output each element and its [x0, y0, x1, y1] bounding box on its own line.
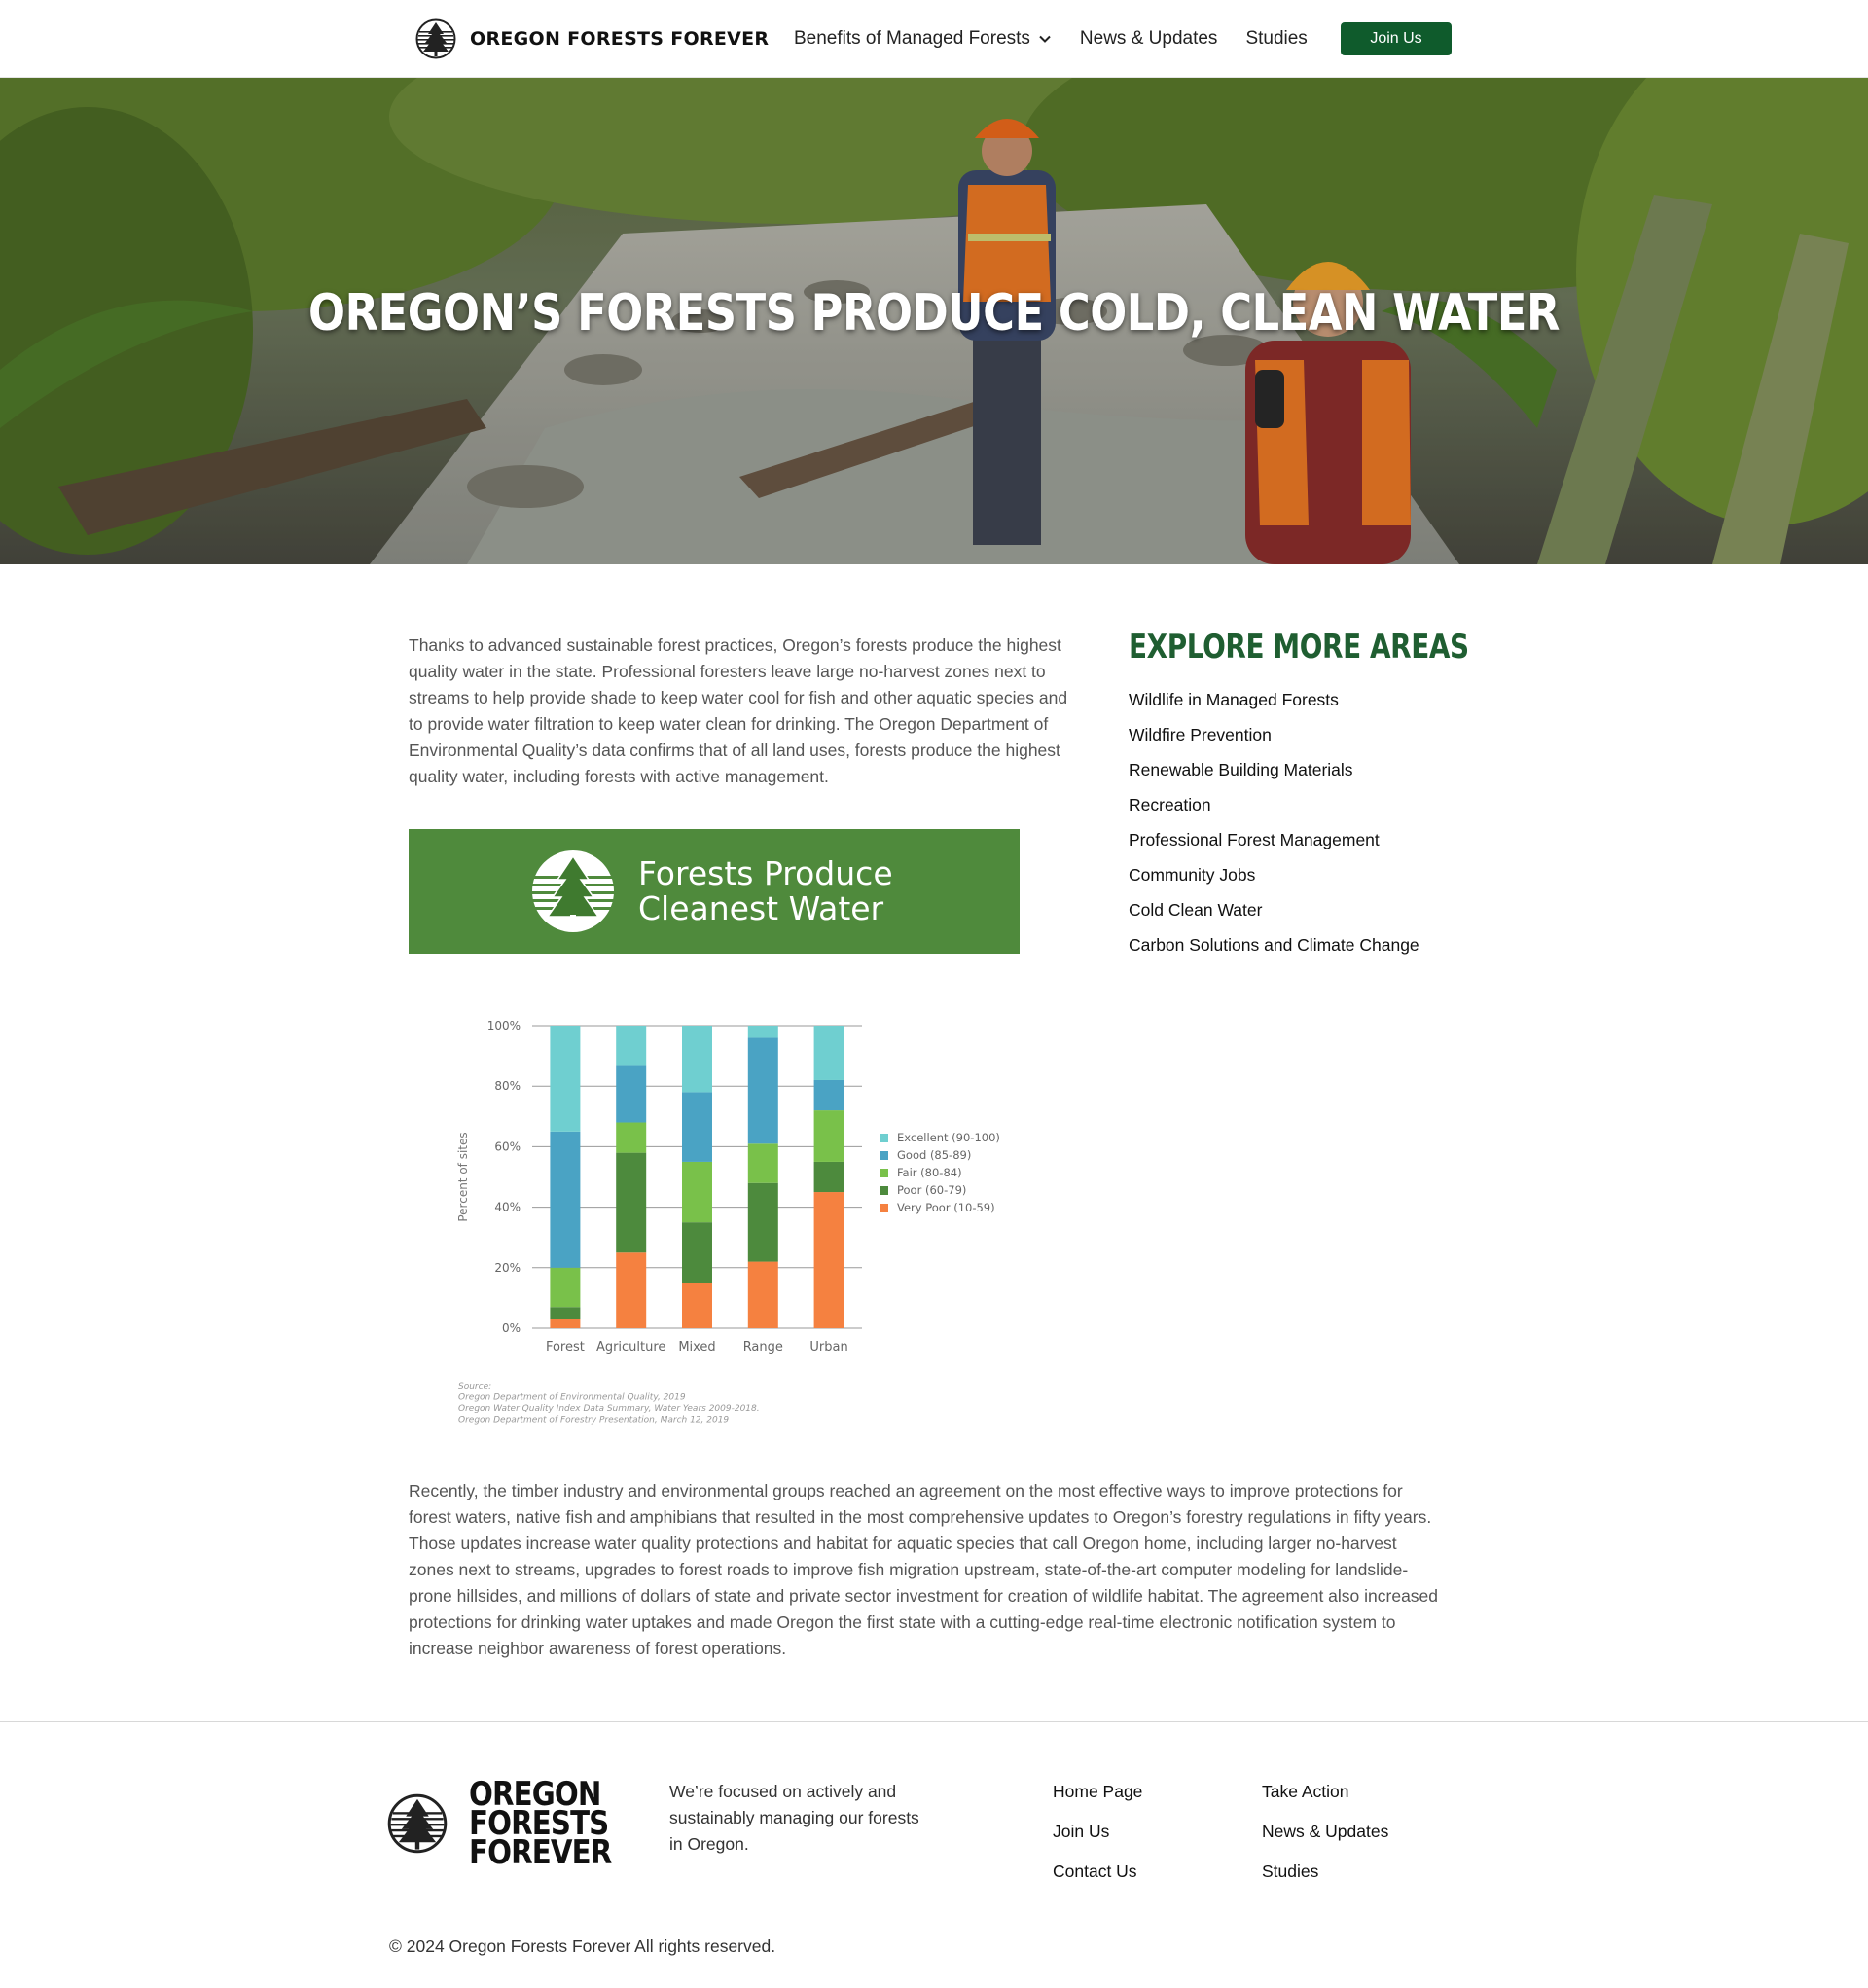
- chart-bar-segment: [616, 1026, 646, 1065]
- hero-banner: [0, 78, 1868, 564]
- chart-y-tick-label: 20%: [494, 1260, 521, 1275]
- chart-x-tick-label: Mixed: [678, 1340, 716, 1355]
- site-logo-link[interactable]: [415, 18, 769, 60]
- chart-x-tick-label: Forest: [545, 1340, 585, 1355]
- footer-nav-col-2: [1262, 1779, 1456, 1898]
- chart-legend-swatch: [880, 1204, 888, 1212]
- footer-link-join-us[interactable]: Join Us: [1053, 1822, 1110, 1841]
- water-quality-chart: [409, 1002, 1070, 1430]
- chart-bar-segment: [550, 1026, 580, 1132]
- chart-x-tick-label: Range: [742, 1340, 783, 1355]
- chart-bar-segment: [814, 1110, 844, 1162]
- footer-link-studies[interactable]: Studies: [1262, 1861, 1319, 1881]
- site-header: [0, 0, 1868, 78]
- footer-copyright: © 2024 Oregon Forests Forever All rights reserved.: [389, 1936, 776, 1956]
- chart-legend-label: Very Poor (10-59): [897, 1201, 995, 1214]
- main-nav: [794, 19, 1308, 58]
- chart-legend-swatch: [880, 1134, 888, 1142]
- sidebar-link-wildlife[interactable]: Wildlife in Managed Forests: [1129, 690, 1339, 709]
- sidebar-link-renewable-building[interactable]: Renewable Building Materials: [1129, 760, 1353, 779]
- chart-x-tick-label: Urban: [809, 1340, 848, 1355]
- chart-bar-segment: [682, 1026, 712, 1092]
- water-quality-chart-svg: [409, 1002, 1070, 1430]
- chart-bar-segment: [550, 1268, 580, 1307]
- chart-bar-segment: [814, 1162, 844, 1192]
- join-us-button[interactable]: Join Us: [1341, 22, 1452, 55]
- nav-studies[interactable]: Studies: [1245, 28, 1308, 49]
- sidebar-link-forest-management[interactable]: Professional Forest Management: [1129, 830, 1380, 849]
- chart-bar-segment: [682, 1092, 712, 1162]
- chart-y-tick-label: 100%: [486, 1019, 521, 1032]
- chart-y-axis-label: Percent of sites: [456, 1132, 470, 1222]
- chart-bar-segment: [550, 1132, 580, 1268]
- sidebar-link-wildfire-prevention[interactable]: Wildfire Prevention: [1129, 725, 1272, 744]
- chart-bar-segment: [748, 1183, 778, 1262]
- footer-about: We’re focused on actively and sustainably managing our forests in Oregon.: [669, 1782, 919, 1854]
- banner-heading: [638, 856, 893, 926]
- nav-news-updates[interactable]: News & Updates: [1079, 28, 1218, 49]
- chart-bar-segment: [616, 1065, 646, 1122]
- chart-bar-segment: [814, 1080, 844, 1110]
- chevron-down-icon: [1038, 32, 1052, 46]
- footer-logo-text: [469, 1775, 612, 1872]
- sidebar-link-carbon-solutions[interactable]: Carbon Solutions and Climate Change: [1129, 935, 1419, 955]
- chart-y-tick-label: 60%: [494, 1139, 521, 1154]
- chart-bar-segment: [814, 1026, 844, 1080]
- footer-divider: [0, 1721, 1868, 1722]
- nav-benefits-dropdown[interactable]: [794, 28, 1052, 50]
- chart-bar-segment: [748, 1262, 778, 1328]
- explore-sidebar: [1129, 628, 1469, 962]
- footer-link-contact-us[interactable]: Contact Us: [1053, 1861, 1137, 1881]
- chart-bar-segment: [682, 1283, 712, 1328]
- chart-y-tick-label: 40%: [494, 1200, 521, 1214]
- footer-link-take-action[interactable]: Take Action: [1262, 1782, 1349, 1801]
- chart-source-note: Source:: [458, 1382, 492, 1392]
- intro-paragraph: Thanks to advanced sustainable forest practices, Oregon’s forests produce the highest quality water in the state. Professional foresters leave large no-harvest zones next to streams to help provide shade to keep water cool for fish and other aquatic species and to provide water filtration to keep water clean for drinking. The Oregon Department of Environmental Quality’s data confirms that of all land uses, forests produce the highest quality water, including forests with active management.: [409, 635, 1068, 786]
- chart-legend-swatch: [880, 1169, 888, 1177]
- sidebar-link-cold-clean-water[interactable]: Cold Clean Water: [1129, 900, 1263, 920]
- chart-bar-segment: [682, 1162, 712, 1222]
- sidebar-link-recreation[interactable]: Recreation: [1129, 795, 1211, 814]
- chart-legend-swatch: [880, 1151, 888, 1160]
- footer-logo-line-1: OREGON: [469, 1775, 601, 1814]
- banner-line-1: Forests Produce: [638, 854, 893, 892]
- chart-bar-segment: [550, 1307, 580, 1319]
- hero-title: OREGON’S FORESTS PRODUCE COLD, CLEAN WATER: [308, 284, 1560, 343]
- nav-benefits-label: Benefits of Managed Forests: [794, 28, 1030, 49]
- chart-legend-label: Good (85-89): [897, 1148, 972, 1162]
- footer-nav-col-1: [1053, 1779, 1247, 1898]
- chart-bar-segment: [748, 1143, 778, 1182]
- footer-logo-link[interactable]: [387, 1775, 634, 1872]
- footer-logo-line-3: FOREVER: [469, 1833, 612, 1872]
- chart-bar-segment: [616, 1252, 646, 1328]
- chart-legend-swatch: [880, 1186, 888, 1195]
- chart-source-note: Oregon Water Quality Index Data Summary, Water Years 2009-2018.: [458, 1404, 760, 1414]
- chart-bar-segment: [814, 1192, 844, 1328]
- site-logo-text: OREGON FORESTS FOREVER: [470, 28, 770, 50]
- chart-bar-segment: [616, 1153, 646, 1253]
- footer-tree-logo-icon: [387, 1793, 448, 1854]
- chart-bar-segment: [682, 1222, 712, 1283]
- chart-source-note: Oregon Department of Forestry Presentation, March 12, 2019: [458, 1415, 730, 1426]
- sidebar-title: EXPLORE MORE AREAS: [1129, 628, 1469, 667]
- chart-y-tick-label: 0%: [501, 1321, 521, 1335]
- footer-link-home[interactable]: Home Page: [1053, 1782, 1143, 1801]
- chart-bar-segment: [748, 1026, 778, 1037]
- agreement-paragraph: Recently, the timber industry and environmental groups reached an agreement on the most effective ways to improve protections for forest waters, native fish and amphibians that resulted in the most comprehensive updates to Oregon’s forestry regulations in fifty years. Those updates increase water quality protections and habitat for aquatic species that call Oregon home, including larger no-harvest zones next to streams, upgrades to forest roads to improve fish migration upstream, state-of-the-art computer modeling for landslide-prone hillsides, and millions of dollars of state and private sector investment for creation of wildlife habitat. The agreement also increased protections for drinking water uptakes and made Oregon the first state with a cutting-edge real-time electronic notification system to increase neighbor awareness of forest operations.: [409, 1481, 1439, 1658]
- sidebar-link-community-jobs[interactable]: Community Jobs: [1129, 865, 1256, 885]
- chart-x-tick-label: Agriculture: [595, 1340, 666, 1355]
- footer-link-news-updates[interactable]: News & Updates: [1262, 1822, 1389, 1841]
- chart-legend-label: Fair (80-84): [897, 1166, 962, 1179]
- chart-legend-label: Poor (60-79): [897, 1183, 967, 1197]
- forests-water-banner: [409, 829, 1020, 954]
- chart-bar-segment: [616, 1123, 646, 1153]
- chart-y-tick-label: 80%: [494, 1079, 521, 1094]
- banner-line-2: Cleanest Water: [638, 889, 884, 927]
- tree-logo-icon: [415, 18, 456, 59]
- footer-logo-line-2: FORESTS: [469, 1804, 609, 1843]
- tree-badge-icon: [530, 849, 616, 934]
- chart-legend-label: Excellent (90-100): [897, 1131, 1000, 1144]
- chart-source-note: Oregon Department of Environmental Quality, 2019: [458, 1392, 686, 1403]
- chart-bar-segment: [550, 1319, 580, 1328]
- chart-bar-segment: [748, 1037, 778, 1143]
